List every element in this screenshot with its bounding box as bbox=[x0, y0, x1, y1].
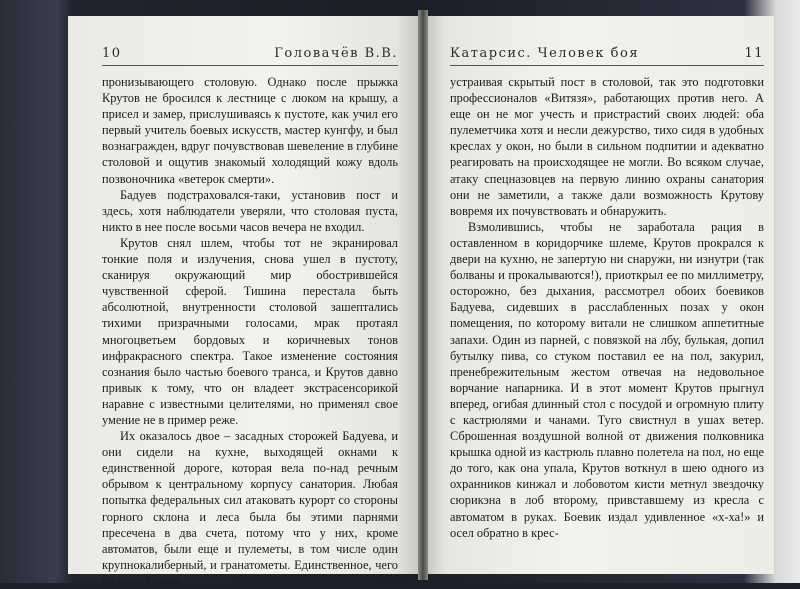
left-page-body bbox=[102, 74, 398, 589]
left-paragraph-4: Их оказалось двое – засадных сторожей Бадуева, и они сидели на кухне, выходящей окнами к единственной дороге, которая вела по-над речным обрывом к центральному корпусу санатория. Любая попытка федеральных сил атаковать курорт со стороны горного склона и леса была бы этими парнями пресечена в два счета, потому что у них, кроме автоматов, были еще и пулеметы, в том числе один крупнокалиберный, и гранатометы. Единственное, чего не учел Бадуев, bbox=[102, 429, 398, 588]
right-paragraph-1: устраивая скрытый пост в столовой, так это подготовки профессионалов «Витязя», работающих против него. А еще он не мог учесть и пристрастий своих людей: оба пулеметчика хотя и несли дежурство, тихо сидя в удобных креслах у окон, но были в сильном подпитии и адекватно реагировать на происходящее не могли. Во всяком случае, атаку спецназовцев на первую линию охраны санатория они не заметили, а также дали возможность Крутову вовремя их почувствовать и обнаружить. bbox=[450, 75, 764, 218]
right-running-head: Катарсис. Человек боя bbox=[450, 46, 640, 61]
left-page-header bbox=[102, 46, 398, 66]
right-page-header bbox=[450, 46, 764, 66]
left-running-head: Головачёв В.В. bbox=[274, 46, 398, 61]
left-paragraph-1: пронизывающего столовую. Однако после прыжка Крутов не бросился к лестнице с люком на крышу, а присел и замер, прислушиваясь к пустоте, как учил его первый учитель боевых искусств, мастер кунгфу, и был вознагражден, вдруг почувствовав шевеление в глубине столовой и ощутив знакомый холодящий кожу вдоль позвоночника «ветерок смерти». bbox=[102, 75, 398, 186]
book-gutter bbox=[418, 10, 428, 580]
right-paragraph-2: Взмолившись, чтобы не заработала рация в оставленном в коридорчике шлеме, Крутов прокрался к двери на кухню, не запертую ни снаружи, ни изнутри (так болваны и прокалываются!), приоткрыл ее по миллиметру, осторожно, без дыхания, рассмотрел обоих боевиков Бадуева, сидевших в расслабленных позах у окон помещения, по которому витали не слишком аппетитные запахи. Один из парней, с повязкой на лбу, булькая, допил бутылку пива, со стуком поставил ее на пол, закурил, пренебрежительным жестом отвечая на недовольное ворчание напарника. И в этот момент Крутов прыгнул вперед, огибая длинный стол с посудой и огромную плиту с кастрюлями и чанами. Туго свистнул в ушах ветер. Сброшенная воздушной волной от движения полковника крышка одной из кастрюль плавно полетела на пол, но еще до того, как она упала, Крутов воткнул в шею одного из охранников кинжал и лобовотом кисти метнул звездочку сюрикэна в лоб второму, привставшему из кресла с автоматом в руках. Боевик издал удивленное «х-ха!» и осел обратно в крес- bbox=[450, 219, 764, 540]
right-page-body bbox=[450, 74, 764, 541]
right-page bbox=[428, 16, 774, 574]
left-paragraph-2: Бадуев подстраховался-таки, установив пост и здесь, хотя наблюдатели уверяли, что столовая пуста, никто в нее после восьми часов вечера не входил. bbox=[102, 187, 398, 234]
right-page-number: 11 bbox=[744, 46, 764, 61]
left-page bbox=[68, 16, 418, 588]
left-page-number: 10 bbox=[102, 46, 122, 61]
left-paragraph-3: Крутов снял шлем, чтобы тот не экранировал тонкие поля и излучения, снова ушел в пустоту, сканируя окружающий мир обострившейся чувственной сферой. Тишина перестала быть абсолютной, внутренности столовой зашептались тихими призрачными голосами, мрак протаял многоцветьем бордовых и коричневых тонов инфракрасного спектра. Такое изменение состояния сознания было частью боевого транса, и Крутов давно привык к тому, что он владеет экстрасенсорикой наравне с известными целителями, но применял свое умение не в пример реже. bbox=[102, 235, 398, 427]
